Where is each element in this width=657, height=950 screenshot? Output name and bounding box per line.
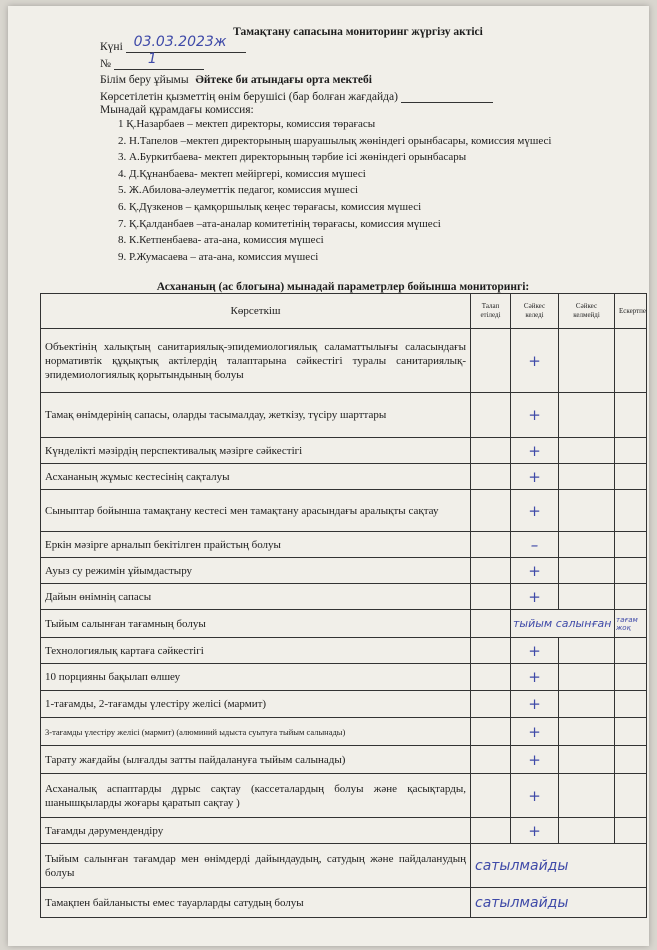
required-cell xyxy=(471,746,511,774)
noncompliant-cell xyxy=(559,718,615,746)
required-cell xyxy=(471,438,511,464)
table-row xyxy=(41,818,647,844)
member-item: 9. Р.Жумасаева – ата-ана, комиссия мүшесі xyxy=(118,250,319,263)
member-item: 7. Қ.Қалданбаев –ата-аналар комитетінің төрағасы, комиссия мүшесі xyxy=(118,217,441,230)
note-cell xyxy=(615,774,647,818)
table-row xyxy=(41,664,647,691)
indicator-cell: 10 порцияны бақылап өлшеу xyxy=(41,664,471,691)
note-cell xyxy=(615,691,647,718)
table-row xyxy=(41,464,647,490)
compliant-mark: + xyxy=(511,774,559,818)
table-row xyxy=(41,438,647,464)
indicator-cell: 1-тағамды, 2-тағамды үлестіру желісі (мармит) xyxy=(41,691,471,718)
header-note: Ескертпе xyxy=(615,294,647,329)
note-cell xyxy=(615,490,647,532)
required-cell xyxy=(471,329,511,393)
indicator-cell: Тамақ өнімдерінің сапасы, оларды тасымалдау, жеткізу, түсіру шарттары xyxy=(41,393,471,438)
compliant-mark: + xyxy=(511,393,559,438)
note-cell xyxy=(615,638,647,664)
required-cell xyxy=(471,584,511,610)
table-row xyxy=(41,584,647,610)
compliant-mark: + xyxy=(511,818,559,844)
noncompliant-cell xyxy=(559,464,615,490)
handwritten-note: сатылмайды xyxy=(471,888,647,918)
required-cell xyxy=(471,464,511,490)
indicator-cell: Сыныптар бойынша тамақтану кестесі мен тамақтану арасындағы аралықты сақтау xyxy=(41,490,471,532)
commission-label: Мынадай құрамдағы комиссия: xyxy=(100,104,254,116)
noncompliant-cell xyxy=(559,329,615,393)
required-cell xyxy=(471,718,511,746)
table-row xyxy=(41,691,647,718)
document-title: Тамақтану сапасына мониторинг жүргізу актісі xyxy=(233,26,483,38)
indicator-cell: Тыйым салынған тағамның болуы xyxy=(41,610,471,638)
required-cell xyxy=(471,558,511,584)
required-cell xyxy=(471,818,511,844)
noncompliant-cell xyxy=(559,774,615,818)
header-required: Талап етіледі xyxy=(471,294,511,329)
handwritten-note: сатылмайды xyxy=(471,844,647,888)
member-item: 5. Ж.Абилова-әлеуметтік педагог, комиссия мүшесі xyxy=(118,184,359,197)
member-item: 1 Қ.Назарбаев – мектеп директоры, комиссия төрағасы xyxy=(118,118,376,130)
required-cell xyxy=(471,610,511,638)
indicator-cell: 3-тағамды үлестіру желісі (мармит) (алюминий ыдыста суытуға тыйым салынады) xyxy=(41,718,471,746)
compliant-mark: + xyxy=(511,664,559,691)
table-row xyxy=(41,610,647,638)
note-cell xyxy=(615,532,647,558)
note-cell xyxy=(615,438,647,464)
member-item: 6. Қ.Дүзкенов – қамқоршылық кеңес төрағасы, комиссия мүшесі xyxy=(118,200,422,213)
noncompliant-cell xyxy=(559,664,615,691)
member-item: 2. Н.Тапелов –мектеп директорының шаруашылық жөніндегі орынбасары, комиссия мүшесі xyxy=(118,134,552,147)
table-header-row xyxy=(41,294,647,329)
compliant-mark: – xyxy=(511,532,559,558)
header-compliant: Сәйкес келеді xyxy=(511,294,559,329)
indicator-cell: Тағамды дәрумендендіру xyxy=(41,818,471,844)
monitoring-table xyxy=(40,293,647,918)
noncompliant-cell xyxy=(559,818,615,844)
compliant-mark: + xyxy=(511,718,559,746)
commission-members xyxy=(118,116,578,265)
header-indicator: Көрсеткіш xyxy=(41,294,471,329)
school-label: Білім беру ұйымы xyxy=(100,74,189,86)
compliant-mark: + xyxy=(511,464,559,490)
handwritten-note-extra: тағам жоқ xyxy=(615,610,647,638)
compliant-mark: + xyxy=(511,490,559,532)
document-sheet xyxy=(8,6,649,946)
indicator-cell: Тамақпен байланысты емес тауарларды сатудың болуы xyxy=(41,888,471,918)
table-row xyxy=(41,888,647,918)
indicator-cell: Объектінің халықтың санитариялық-эпидемиологиялық саламаттылығы саласындағы нормативтік құқықтық актілердің талаптарына сәйкестігі туралы санитариялық-эпидемиологиялық қорытындының болуы xyxy=(41,329,471,393)
table-row xyxy=(41,532,647,558)
table-row xyxy=(41,746,647,774)
note-cell xyxy=(615,464,647,490)
date-line xyxy=(100,34,246,53)
number-line xyxy=(100,51,204,70)
table-row xyxy=(41,558,647,584)
school-line xyxy=(100,74,372,86)
member-item: 8. К.Кетпенбаева- ата-ана, комиссия мүшесі xyxy=(118,234,324,247)
compliant-mark: + xyxy=(511,584,559,610)
note-cell xyxy=(615,558,647,584)
note-cell xyxy=(615,329,647,393)
indicator-cell: Күнделікті мәзірдің перспективалық мәзірге сәйкестігі xyxy=(41,438,471,464)
indicator-cell: Еркін мәзірге арналып бекітілген прайстың болуы xyxy=(41,532,471,558)
table-row xyxy=(41,393,647,438)
note-cell xyxy=(615,818,647,844)
number-value: 1 xyxy=(147,51,157,67)
note-cell xyxy=(615,584,647,610)
number-underline xyxy=(114,51,204,70)
school-name: Әйтеке би атындағы орта мектебі xyxy=(195,74,372,86)
indicator-cell: Технологиялық картаға сәйкестігі xyxy=(41,638,471,664)
handwritten-note: тыйым салынған xyxy=(511,610,615,638)
compliant-mark: + xyxy=(511,691,559,718)
note-cell xyxy=(615,664,647,691)
noncompliant-cell xyxy=(559,638,615,664)
table-row xyxy=(41,774,647,818)
compliant-mark: + xyxy=(511,558,559,584)
member-item: 3. А.Буркитбаева- мектеп директорының тәрбие ісі жөніндегі орынбасары xyxy=(118,151,467,164)
noncompliant-cell xyxy=(559,746,615,774)
noncompliant-cell xyxy=(559,393,615,438)
required-cell xyxy=(471,490,511,532)
table-row xyxy=(41,718,647,746)
provider-line xyxy=(100,90,493,103)
table-row xyxy=(41,638,647,664)
indicator-cell: Асхананың жұмыс кестесінің сақталуы xyxy=(41,464,471,490)
noncompliant-cell xyxy=(559,438,615,464)
note-cell xyxy=(615,718,647,746)
indicator-cell: Тыйым салынған тағамдар мен өнімдерді дайындаудың, сатудың және пайдаланудың болуы xyxy=(41,844,471,888)
table-title: Асхананың (ас блогына) мынадай параметрлер бойынша мониторингі: xyxy=(156,281,530,293)
note-cell xyxy=(615,393,647,438)
table-row xyxy=(41,490,647,532)
noncompliant-cell xyxy=(559,691,615,718)
compliant-mark: + xyxy=(511,638,559,664)
required-cell xyxy=(471,393,511,438)
required-cell xyxy=(471,691,511,718)
required-cell xyxy=(471,532,511,558)
required-cell xyxy=(471,774,511,818)
date-underline xyxy=(126,34,246,53)
provider-underline xyxy=(401,90,493,103)
required-cell xyxy=(471,638,511,664)
compliant-mark: + xyxy=(511,438,559,464)
note-cell xyxy=(615,746,647,774)
noncompliant-cell xyxy=(559,490,615,532)
indicator-cell: Ауыз су режимін ұйымдастыру xyxy=(41,558,471,584)
noncompliant-cell xyxy=(559,532,615,558)
date-value: 03.03.2023ж xyxy=(133,34,227,50)
compliant-mark: + xyxy=(511,746,559,774)
indicator-cell: Асханалық аспаптарды дұрыс сақтау (кассеталардың болуы және қасықтарды, шанышқыларды жоғары қаратып сақтау ) xyxy=(41,774,471,818)
header-noncompliant: Сәйкес келмейді xyxy=(559,294,615,329)
number-label: № xyxy=(100,58,111,70)
compliant-mark: + xyxy=(511,329,559,393)
member-item: 4. Д.Құнанбаева- мектеп мейіргері, комиссия мүшесі xyxy=(118,167,366,180)
noncompliant-cell xyxy=(559,558,615,584)
table-row xyxy=(41,844,647,888)
indicator-cell: Тарату жағдайы (ылғалды затты пайдалануға тыйым салынады) xyxy=(41,746,471,774)
indicator-cell: Дайын өнімнің сапасы xyxy=(41,584,471,610)
provider-label: Көрсетілетін қызметтің өнім берушісі (бар болған жағдайда) xyxy=(100,91,398,103)
table-row xyxy=(41,329,647,393)
date-label: Күні xyxy=(100,41,123,53)
noncompliant-cell xyxy=(559,584,615,610)
required-cell xyxy=(471,664,511,691)
